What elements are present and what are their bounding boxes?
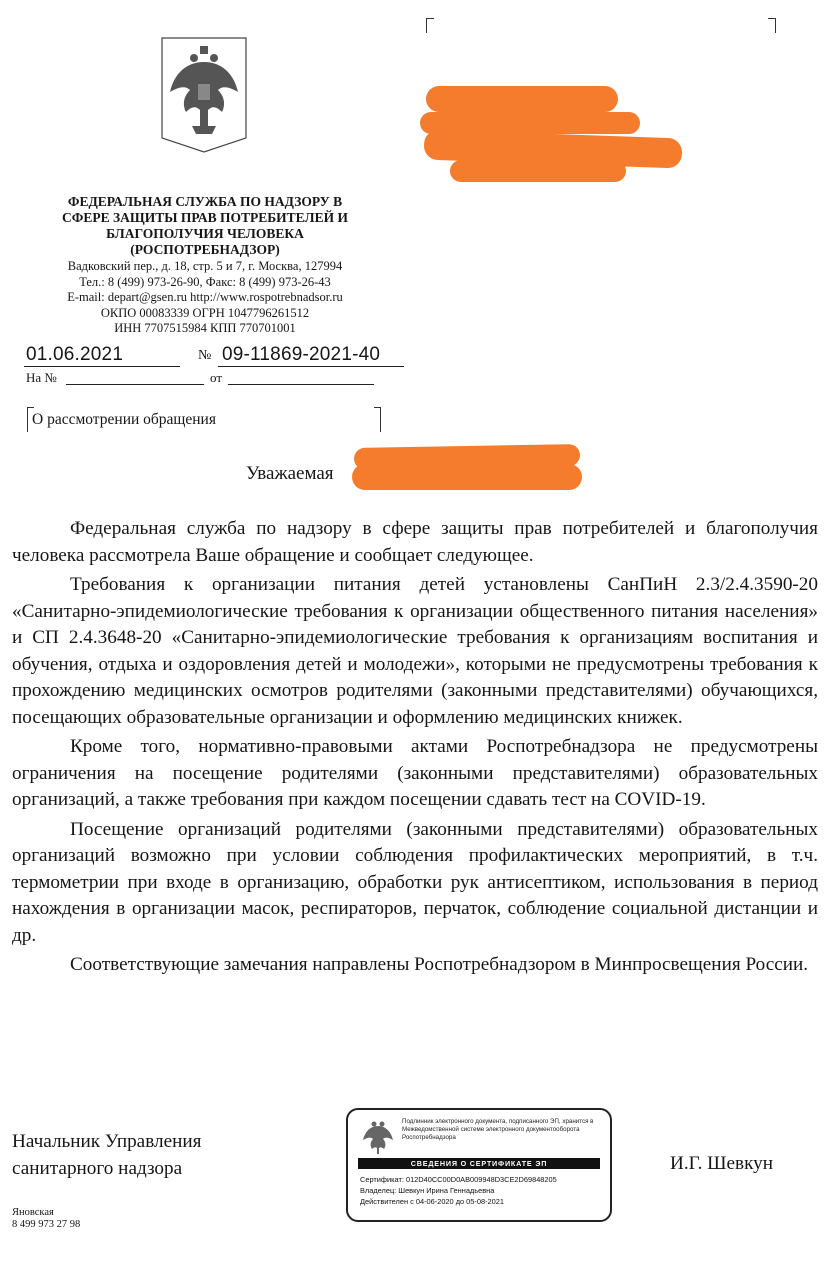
document-number: 09-11869-2021-40 (222, 344, 381, 365)
signatory-title (12, 1128, 201, 1182)
contact-line: ОКПО 00083339 ОГРН 1047796261512 (100, 305, 310, 320)
reference-from-label: от (210, 370, 223, 385)
reference-label: На № (26, 370, 57, 385)
number-sign: № (198, 348, 212, 363)
salutation: Уважаемая (246, 463, 334, 484)
body-paragraph: Посещение организаций родителями (законными представителями) образовательных организаций возможно при условии соблюдения профилактических мероприятий, в т.ч. термометрии при входе в организацию, обработки рук антисептиком, использования в период нахождения в организации масок, респираторов, перчаток, соблюдение социальной дистанции и др. (12, 818, 818, 946)
document-date: 01.06.2021 (26, 344, 124, 365)
stamp-certificate-details (360, 1174, 606, 1207)
stamp-notice: Подлинник электронного документа, подписанного ЭП, хранится в Межведомственной системе электронного документооборота Роспотребнадзора (402, 1118, 594, 1141)
agency-contacts (26, 259, 384, 337)
letter-body (12, 516, 818, 982)
agency-name (26, 194, 384, 258)
signatory-name: И.Г. Шевкун (670, 1153, 774, 1174)
stamp-owner: Владелец: Шевкун Ирина Геннадьевна (360, 1186, 495, 1195)
stamp-certificate-id: Сертификат: 012D40CC00D0AB009948D3CE2D69848205 (360, 1175, 557, 1184)
reference-underline (66, 384, 204, 385)
contact-line: Тел.: 8 (499) 973-26-90, Факс: 8 (499) 973-26-43 (79, 274, 331, 289)
agency-line: СФЕРЕ ЗАЩИТЫ ПРАВ ПОТРЕБИТЕЛЕЙ И (62, 210, 348, 225)
reference-from-underline (228, 384, 374, 385)
electronic-signature-stamp (346, 1108, 612, 1222)
redacted-recipient-line (450, 160, 626, 182)
contact-line: E-mail: depart@gsen.ru http://www.rospotrebnadsor.ru (67, 290, 343, 305)
executor-info (12, 1207, 80, 1231)
body-paragraph: Кроме того, нормативно-правовыми актами Роспотребнадзора не предусмотрены ограничения на посещение родителями (законными представителями) образовательных организаций, а также требования при каждом посещении сдавать тест на COVID-19. (12, 736, 818, 810)
contact-line: ИНН 7707515984 КПП 770701001 (114, 321, 296, 336)
address-corner-left (426, 18, 434, 33)
redacted-recipient-line (426, 86, 618, 112)
contact-line: Вадковский пер., д. 18, стр. 5 и 7, г. Москва, 127994 (67, 259, 343, 273)
date-underline (24, 366, 180, 367)
redacted-recipient-name (352, 464, 582, 490)
body-paragraph: Соответствующие замечания направлены Роспотребнадзором в Минпросвещения России. (70, 954, 809, 975)
subject-corner-right (374, 407, 381, 432)
body-paragraph: Федеральная служба по надзору в сфере защиты прав потребителей и благополучия человека рассмотрела Ваше обращение и сообщает следующее. (12, 518, 818, 566)
stamp-validity: Действителен с 04-06-2020 до 05-08-2021 (360, 1197, 504, 1206)
agency-line: БЛАГОПОЛУЧИЯ ЧЕЛОВЕКА (106, 226, 304, 241)
number-underline (218, 366, 404, 367)
document-subject: О рассмотрении обращения (32, 411, 216, 428)
agency-line: ФЕДЕРАЛЬНАЯ СЛУЖБА ПО НАДЗОРУ В (67, 194, 343, 209)
coat-of-arms-emblem (156, 34, 252, 154)
address-corner-right (768, 18, 776, 33)
agency-line: (РОСПОТРЕБНАДЗОР) (130, 242, 280, 257)
stamp-certificate-header: СВЕДЕНИЯ О СЕРТИФИКАТЕ ЭП (358, 1158, 600, 1169)
executor-phone: 8 499 973 27 98 (12, 1219, 81, 1230)
stamp-emblem-icon (361, 1116, 395, 1156)
body-paragraph: Требования к организации питания детей установлены СанПиН 2.3/2.4.3590-20 «Санитарно-эпидемиологические требования к организации общественного питания населения» и СП 2.4.3648-20 «Санитарно-эпидемиологические требования к организациям воспитания и обучения, отдыха и оздоровления детей и молодежи», которыми не предусмотрены требования к прохождению медицинских осмотров родителями (законными представителями) обучающихся, посещающих образовательные организации и оформлению медицинских книжек. (12, 574, 818, 728)
signatory-title-line: санитарного надзора (12, 1158, 183, 1179)
executor-name: Яновская (12, 1207, 54, 1218)
signatory-title-line: Начальник Управления (12, 1131, 202, 1152)
